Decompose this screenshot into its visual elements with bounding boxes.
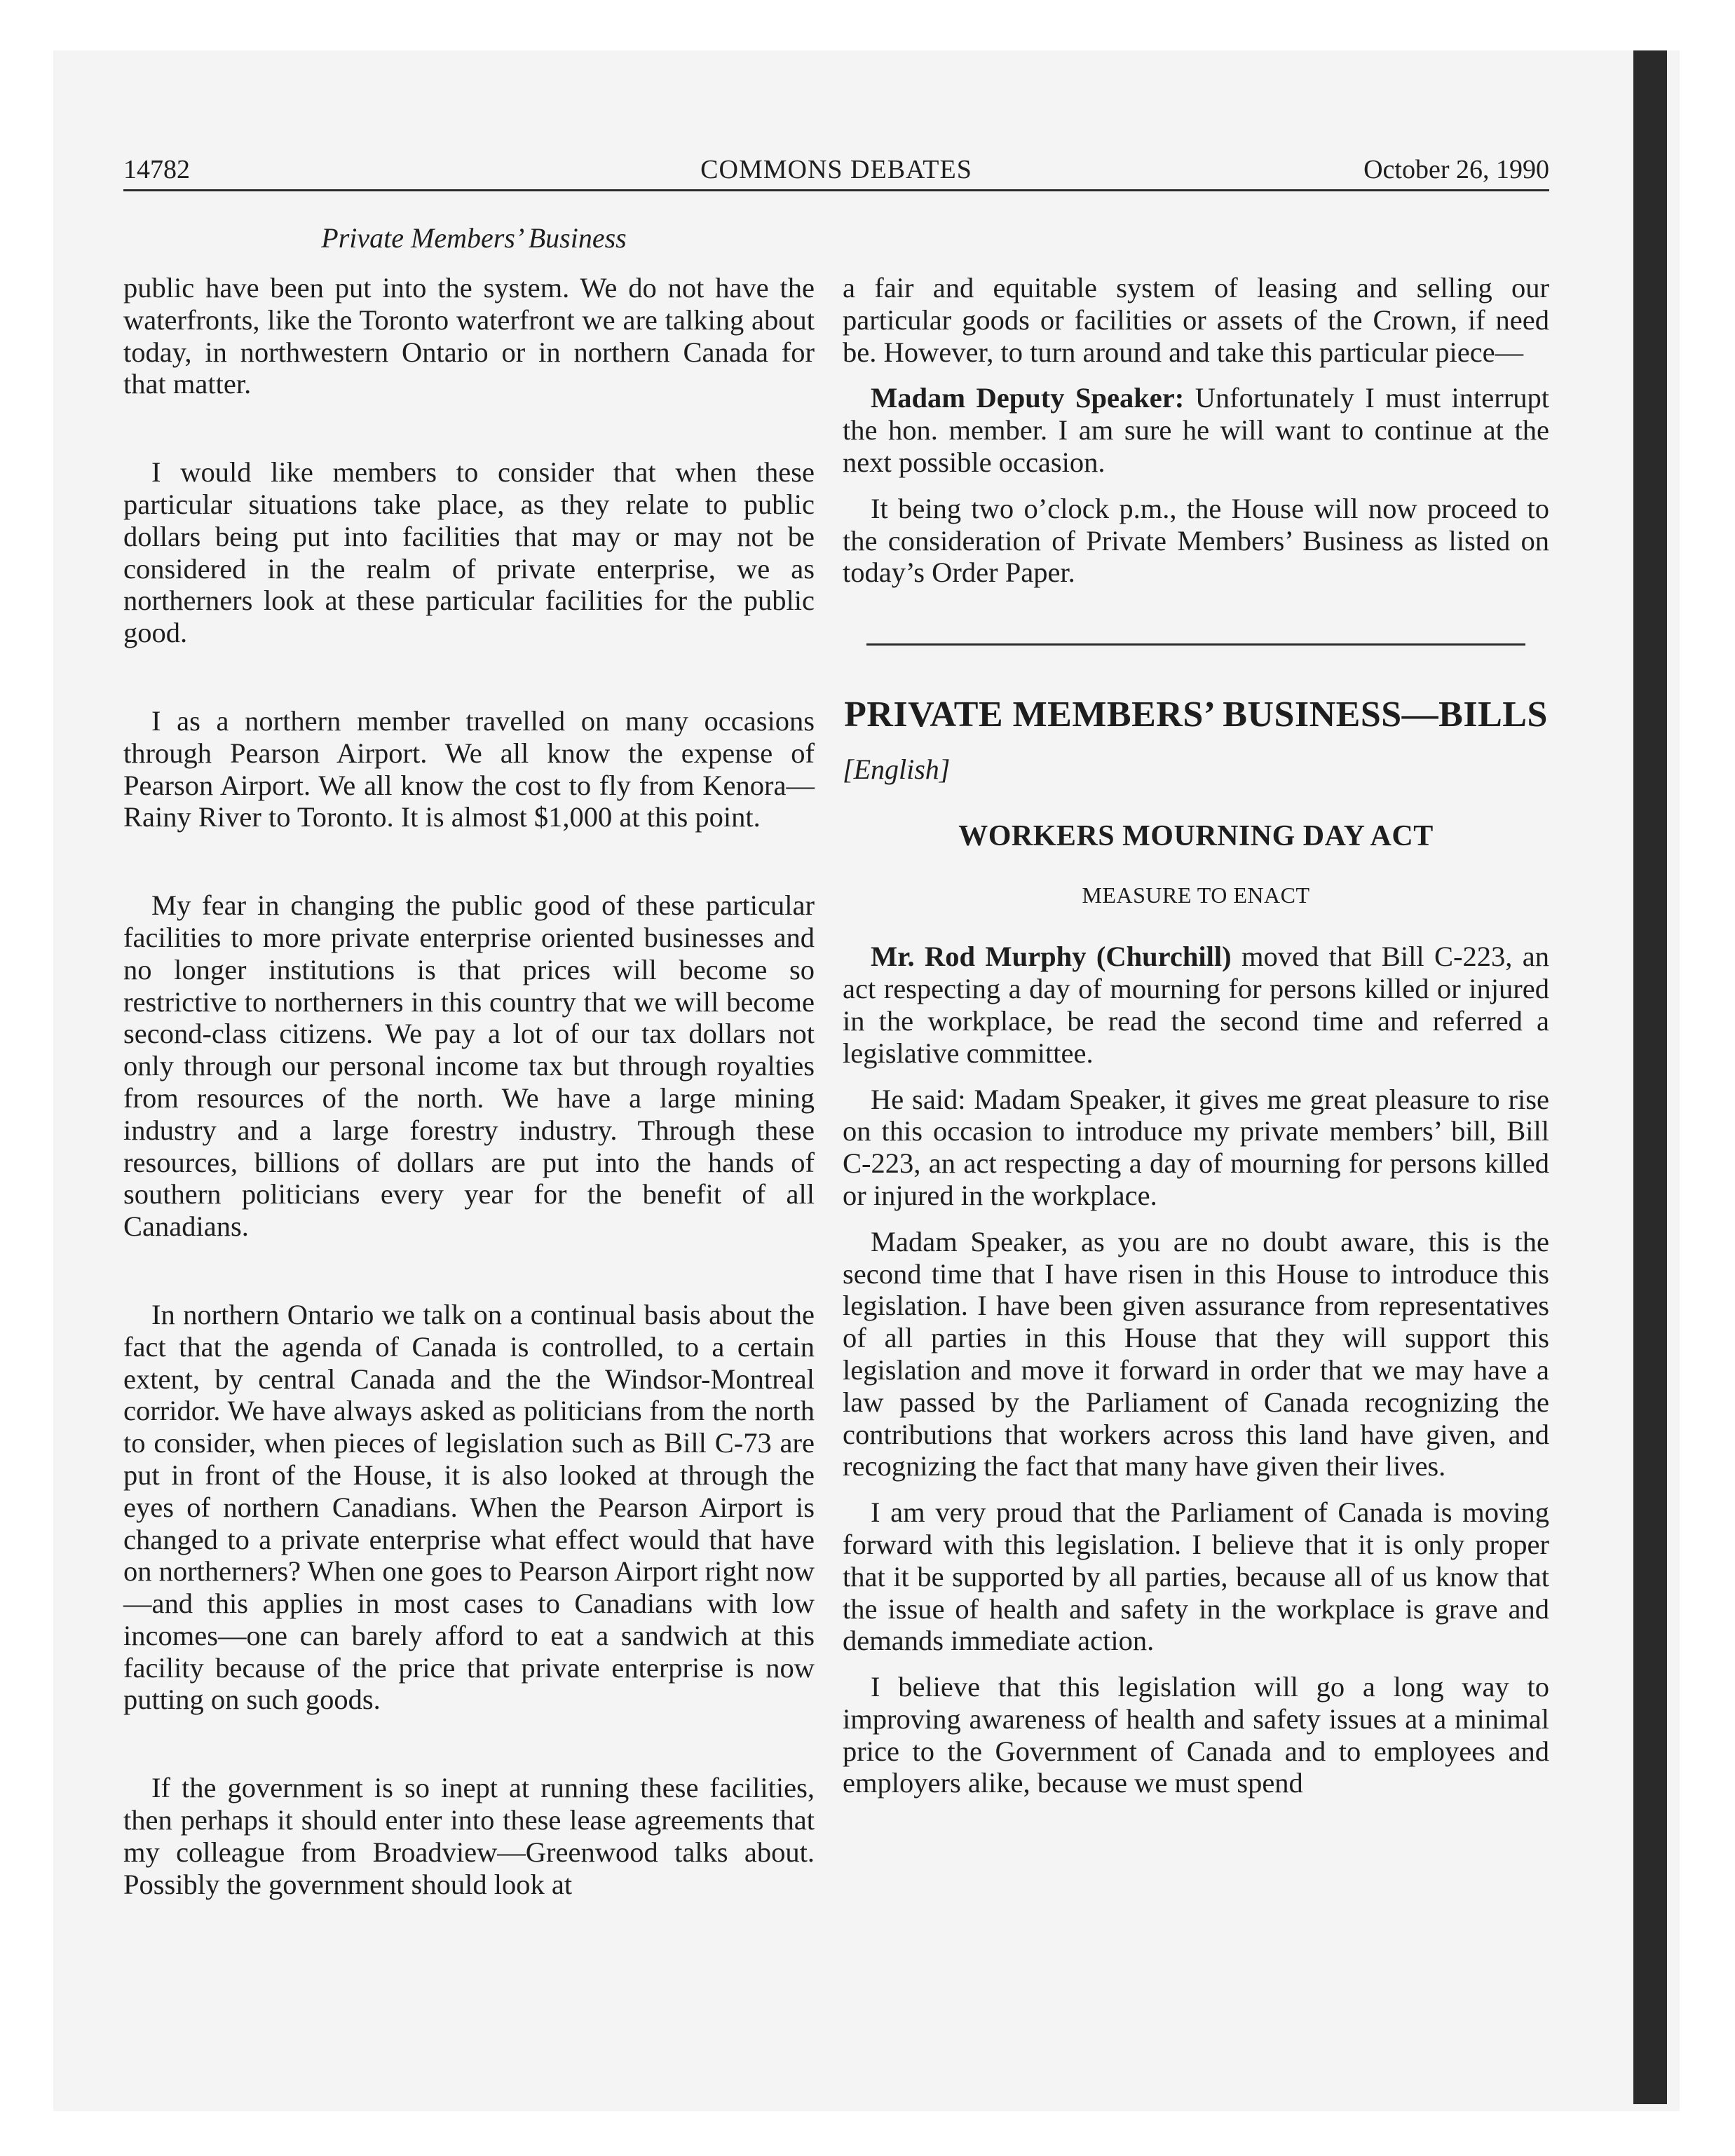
paragraph: public have been put into the system. We do not have the waterfronts, like the Toronto waterfront we are talking about today, in northwestern Ontario or in northern Canada for that matter. [123,272,815,400]
section-title: PRIVATE MEMBERS’ BUSINESS—BILLS [844,695,1548,735]
paragraph: It being two o’clock p.m., the House will now proceed to the consideration of Private Members’ Business as listed on today’s Order Paper. [843,492,1549,589]
left-column [123,272,815,1900]
paragraph: My fear in changing the public good of these particular facilities to more private enterprise oriented businesses and no longer institutions is that prices will become so restrictive to northerners in this country that we will become second-class citizens. We pay a lot of our tax dollars not only through our personal income tax but through royalties from resources of the north. We have a large mining industry and a large forestry industry. Through these resources, billions of dollars are put into the hands of southern politicians every year for the benefit of all Canadians. [123,889,815,1243]
speaker-name: Mr. Rod Murphy (Churchill) [871,941,1232,973]
speaker-paragraph [843,382,1549,478]
paragraph: I as a northern member travelled on many occasions through Pearson Airport. We all know the expense of Pearson Airport. We all know the cost to fly from Kenora—Rainy River to Toronto. It is almost $1,000 at this point. [123,704,815,833]
right-column [843,272,1549,1799]
paragraph: If the government is so inept at running these facilities, then perhaps it should enter into these lease agreements that my colleague from Broadview—Greenwood talks about. Possibly the government should look at [123,1772,815,1900]
running-head: Private Members’ Business [321,222,627,254]
issue-date: October 26, 1990 [1363,155,1549,184]
paragraph: He said: Madam Speaker, it gives me great pleasure to rise on this occasion to introduce my private members’ bill, Bill C-223, an act respecting a day of mourning for persons killed or injured in the workplace. [843,1083,1549,1211]
bill-title: WORKERS MOURNING DAY ACT [958,819,1434,852]
speech-text: Unfortunately I must interrupt the hon. member. I am sure he will want to continue at the next possible occasion. [843,382,1550,478]
paragraph: a fair and equitable system of leasing and selling our particular goods or facilities or assets of the Crown, if need be. However, to turn around and take this particular piece— [843,272,1549,368]
header-rule [123,189,1549,191]
page-number: 14782 [123,155,190,184]
page-header [123,150,1549,191]
journal-title: COMMONS DEBATES [700,155,972,184]
paragraph: I would like members to consider that when these particular situations take place, as they relate to public dollars being put into facilities that may or may not be considered in the realm of private enterprise, we as northerners look at these particular facilities for the public good. [123,456,815,649]
motion-paragraph [843,941,1549,1069]
binding-edge [1633,50,1667,2104]
paragraph: In northern Ontario we talk on a continual basis about the fact that the agenda of Canada is controlled, to a certain extent, by central Canada and the the Windsor-Montreal corridor. We have always asked as politicians from the north to consider, when pieces of legislation such as Bill C-73 are put in front of the House, it is also looked at through the eyes of northern Canadians. When the Pearson Airport is changed to a private enterprise what effect would that have on northerners? When one goes to Pearson Airport right now—and this applies in most cases to Canadians with low incomes—one can barely afford to eat a sandwich at this facility because of the price that private enterprise is now putting on such goods. [123,1298,815,1716]
section-separator [866,643,1525,646]
language-note: [English] [843,753,951,785]
measure-subtitle: MEASURE TO ENACT [1082,882,1310,908]
paragraph: Madam Speaker, as you are no doubt aware, this is the second time that I have risen in this House to introduce this legislation. I have been given assurance from representatives of all parties in this House that they will support this legislation and move it forward in order that we may have a law passed by the Parliament of Canada recognizing the contributions that workers across this land have given, and recognizing the fact that many have given their lives. [843,1225,1549,1482]
paragraph: I am very proud that the Parliament of Canada is moving forward with this legislation. I believe that it is only proper that it be supported by all parties, because all of us know that the issue of health and safety in the workplace is grave and demands immediate action. [843,1496,1549,1657]
motion-text: moved that Bill C-223, an act respecting a day of mourning for persons killed or injured in the workplace, be read the second time and referred a legislative committee. [843,941,1549,1069]
speaker-name: Madam Deputy Speaker: [871,382,1185,414]
paragraph: I believe that this legislation will go a long way to improving awareness of health and safety issues at a minimal price to the Government of Canada and to employees and employers alike, because we must spend [843,1671,1549,1799]
